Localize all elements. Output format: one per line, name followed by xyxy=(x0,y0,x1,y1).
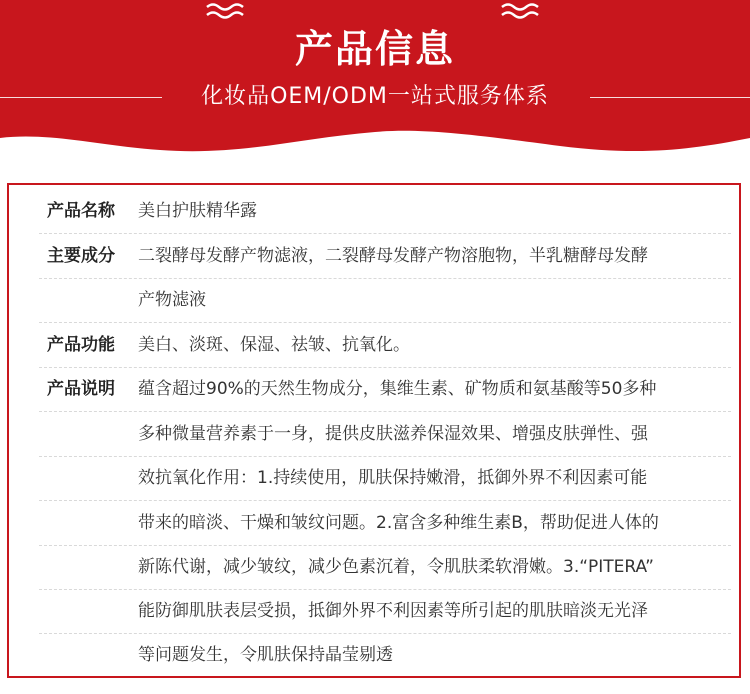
page-subtitle: 化妆品OEM/ODM一站式服务体系 xyxy=(201,84,549,109)
ingredients-row-continued xyxy=(39,278,731,323)
product-info-box xyxy=(7,183,741,678)
subtitle-right-line xyxy=(590,97,750,98)
function-value: 美白、淡斑、保湿、祛皱、抗氧化。 xyxy=(138,335,410,355)
left-wave-icon xyxy=(205,0,247,20)
description-line: 效抗氧化作用：1.持续使用，肌肤保持嫩滑，抵御外界不利因素可能 xyxy=(138,468,648,488)
description-line: 多种微量营养素于一身，提供皮肤滋养保湿效果、增强皮肤弹性、强 xyxy=(138,424,648,444)
ingredients-line: 产物滤液 xyxy=(138,290,206,310)
description-line: 新陈代谢，减少皱纹，减少色素沉着，令肌肤柔软滑嫩。3.“PITERA” xyxy=(138,557,654,577)
page-title: 产品信息 xyxy=(294,27,455,71)
description-row-continued xyxy=(39,545,731,590)
description-line: 蕴含超过90%的天然生物成分，集维生素、矿物质和氨基酸等50多种 xyxy=(138,379,657,399)
description-row xyxy=(39,367,731,412)
function-row xyxy=(39,323,731,368)
ingredients-line: 二裂酵母发酵产物滤液，二裂酵母发酵产物溶胞物，半乳糖酵母发酵 xyxy=(138,246,648,266)
product-name-label: 产品名称 xyxy=(47,201,115,221)
description-line: 带来的暗淡、干燥和皱纹问题。2.富含多种维生素B，帮助促进人体的 xyxy=(138,513,659,533)
description-row-continued xyxy=(39,633,731,677)
ingredients-label: 主要成分 xyxy=(47,246,115,266)
right-wave-icon xyxy=(500,0,542,20)
product-name-row xyxy=(39,189,731,234)
ingredients-row xyxy=(39,234,731,279)
description-row-continued xyxy=(39,589,731,634)
description-line: 等问题发生，令肌肤保持晶莹剔透 xyxy=(138,645,393,665)
description-row-continued xyxy=(39,501,731,546)
description-row-continued xyxy=(39,456,731,501)
description-line: 能防御肌肤表层受损，抵御外界不利因素等所引起的肌肤暗淡无光泽 xyxy=(138,601,648,621)
description-row-continued xyxy=(39,412,731,457)
subtitle-row xyxy=(0,82,750,112)
function-label: 产品功能 xyxy=(47,335,115,355)
description-label: 产品说明 xyxy=(47,379,115,399)
header-banner xyxy=(0,0,750,160)
product-name-value: 美白护肤精华露 xyxy=(138,201,257,221)
